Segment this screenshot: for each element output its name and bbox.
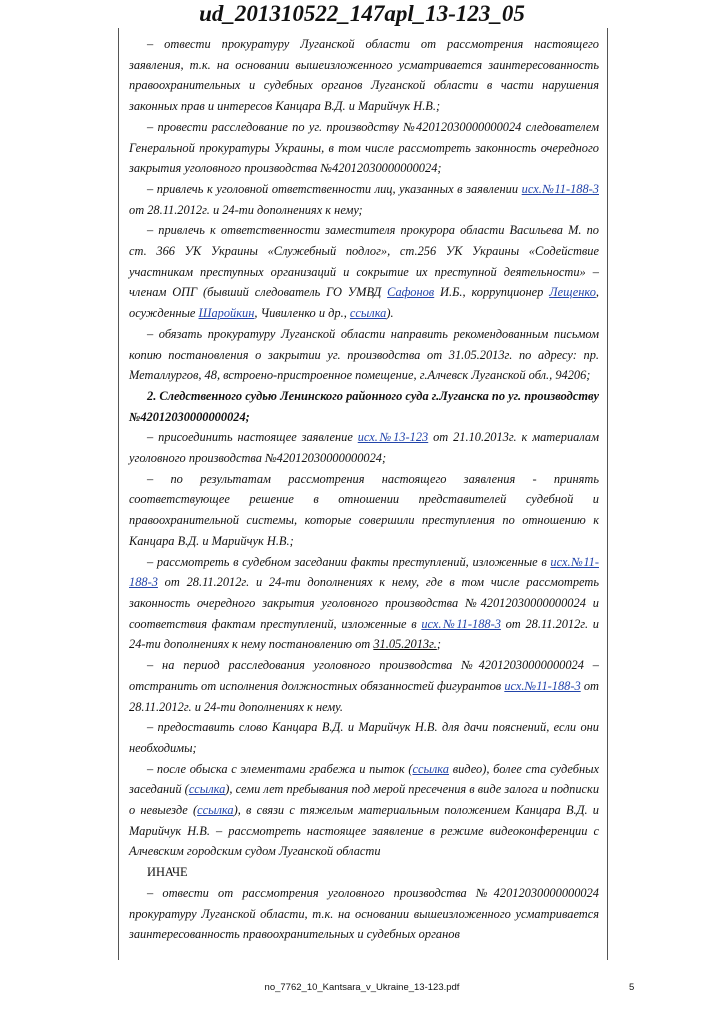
- paragraph: [129, 324, 599, 386]
- document-link[interactable]: исх.№11-188-3: [504, 678, 581, 693]
- document-link[interactable]: Сафонов: [387, 285, 435, 300]
- left-border-line: [118, 28, 119, 960]
- text-run: – на период расследования уголовного производства №42012030000000024 – отстранить от исполнения должностных обязанностей фигурантов: [129, 658, 599, 693]
- text-run: – провести расследование по уг. производству №42012030000000024 следователем Генеральной прокуратуры Украины, в том числе рассмотреть законность очередного закрытия уголовного производства №42012030000000024;: [129, 119, 599, 176]
- paragraph: [129, 220, 599, 324]
- footer-filename: no_7762_10_Kantsara_v_Ukraine_13-123.pdf: [264, 982, 460, 993]
- document-link[interactable]: Шаройкин: [198, 306, 255, 321]
- document-link[interactable]: ссылка: [349, 306, 387, 321]
- document-header-title: ud_201310522_147apl_13-123_05: [199, 1, 525, 26]
- text-run: , осужденные: [129, 285, 600, 321]
- paragraph: [129, 655, 599, 717]
- paragraph: [129, 386, 599, 427]
- text-run: от 28.11.2012г. и 24-ти дополнениях к нему.: [129, 678, 599, 714]
- text-run: от 21.10.2013г. к материалам уголовного производства №42012030000000024;: [129, 430, 599, 466]
- paragraph: [129, 34, 599, 117]
- text-run: 2. Следственного судью Ленинского районного суда г.Луганска по уг. производству: [147, 388, 599, 403]
- text-run: – отвести прокуратуру Луганской области от рассмотрения настоящего заявления, т.к. на основании вышеизложенного усматривается заинтересованность правоохранительных и судебных органов Луганской области в части нарушения законных прав и интересов Канцара В.Д. и Марийчук Н.В.;: [129, 37, 599, 114]
- paragraph: [129, 552, 599, 656]
- text-run: И.Б., коррупционер: [434, 285, 550, 300]
- document-link[interactable]: ссылка: [412, 761, 449, 776]
- text-run: – предоставить слово Канцара В.Д. и Марийчук Н.В. для дачи пояснений, если они необходимы;: [129, 720, 599, 755]
- paragraph: [129, 862, 599, 883]
- text-run: видео), более ста судебных заседаний (: [129, 761, 599, 797]
- page-number: 5: [629, 982, 635, 993]
- text-run: – после обыска с элементами грабежа и пыток (: [147, 761, 413, 776]
- paragraph: [129, 717, 599, 758]
- document-link[interactable]: Лещенко: [549, 285, 596, 300]
- text-run: ИНАЧЕ: [147, 865, 188, 880]
- text-run: , Чивиленко и др.,: [254, 306, 350, 321]
- text-run: – присоединить настоящее заявление: [147, 430, 358, 445]
- paragraph: [129, 427, 599, 468]
- text-run: – привлечь к уголовной ответственности лиц, указанных в заявлении: [147, 181, 522, 196]
- text-run: – обязать прокуратуру Луганской области направить рекомендованным письмом копию постановления о закрытии уг. производства от 31.05.2013г. по адресу: пр. Металлургов, 48, встроено-пристроенное помещение, г.Алчевск Луганской обл., 94206;: [129, 326, 599, 383]
- document-link[interactable]: ссылка: [197, 803, 234, 818]
- paragraph: [129, 117, 599, 179]
- paragraph: [129, 469, 599, 552]
- text-run: – по результатам рассмотрения настоящего заявления - принять соответствующее решение в отношении представителей судебной и правоохранительной системы, которые совершили преступления по отношению к Канцара В.Д. и Марийчук Н.В.;: [129, 471, 599, 548]
- text-run: – привлечь к ответственности заместителя прокурора области Васильева М. по ст. 366 УК Украины «Служебный подлог», ст.256 УК Украины «Содействие участникам преступных организаций и сокрытие их преступной деятельности» – членам ОПГ (бывший следователь ГО УМВД: [129, 223, 599, 300]
- underlined-text: 31.05.2013г.: [373, 637, 437, 652]
- document-link[interactable]: исх.№11-188-3: [421, 616, 501, 631]
- text-run: №42012030000000024;: [129, 409, 250, 424]
- text-run: ;: [436, 637, 441, 652]
- paragraph: [129, 179, 599, 220]
- text-run: ), в связи с тяжелым материальным положением Канцара В.Д. и Марийчук Н.В. – рассмотреть настоящее заявление в режиме видеоконференции с Алчевским городским судом Луганской области: [129, 803, 599, 859]
- text-run: – отвести от рассмотрения уголовного производства №42012030000000024 прокуратуру Луганской области, т.к. на основании вышеизложенного усматривается заинтересованность правоохранительных и судебных органов: [129, 885, 599, 942]
- paragraph: [129, 883, 599, 945]
- text-run: ), семи лет пребывания под мерой пресечения в виде залога и подписки о невыезде (: [129, 782, 600, 818]
- document-link[interactable]: исх.№11-188-3: [129, 554, 599, 590]
- document-link[interactable]: исх.№11-188-3: [521, 181, 599, 196]
- text-run: от 28.11.2012г. и 24-ти дополнениях к нему, где в том числе рассмотреть законность очередного закрытия уголовного производства №42012030000000024 и соответствия фактам преступлений, изложенные в: [129, 575, 599, 631]
- right-border-line: [607, 28, 608, 960]
- text-run: ).: [386, 306, 394, 321]
- text-run: от 28.11.2012г. и 24-ти дополнениях к нему постановлению от: [129, 616, 599, 652]
- document-body: [129, 34, 599, 945]
- text-run: – рассмотреть в судебном заседании факты преступлений, изложенные в: [147, 554, 551, 569]
- text-run: от 28.11.2012г. и 24-ти дополнениях к нему;: [129, 202, 363, 217]
- document-link[interactable]: исх.№13-123: [357, 430, 429, 445]
- paragraph: [129, 759, 599, 863]
- document-link[interactable]: ссылка: [188, 782, 226, 797]
